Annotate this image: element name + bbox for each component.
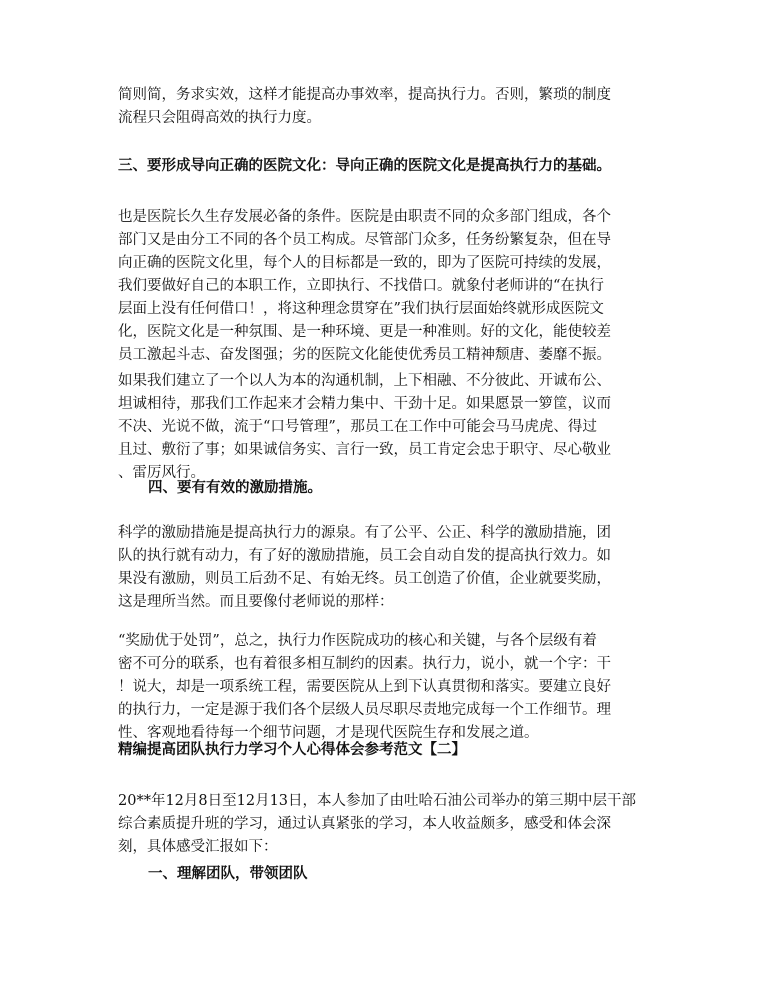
text-line: 不决、光说不做，流于“口号管理”，那员工在工作中可能会马马虎虎、得过: [118, 419, 597, 435]
paragraph-1: [118, 84, 658, 130]
heading-text: 三、要形成导向正确的医院文化：导向正确的医院文化是提高执行力的基础。: [118, 157, 611, 174]
text-line: 向正确的医院文化里，每个人的目标都是一致的，即为了医院可持续的发展，: [118, 255, 611, 271]
text-line: 简则简，务求实效，这样才能提高办事效率，提高执行力。否则，繁琐的制度: [118, 87, 611, 103]
heading-article-2: [118, 738, 658, 761]
text-line: 部门又是由分工不同的各个员工构成。尽管部门众多，任务纷繁复杂，但在导: [118, 232, 611, 248]
heading-text: 一、理解团队，带领团队: [148, 865, 308, 882]
paragraph-5: [118, 630, 658, 745]
text-line: 我们要做好自己的本职工作，立即执行、不找借口。就象付老师讲的“在执行: [118, 278, 604, 294]
paragraph-3: [118, 370, 658, 485]
text-line: 综合素质提升班的学习，通过认真紧张的学习，本人收益颇多，感受和体会深: [118, 816, 611, 832]
text-line: “奖励优于处罚”，总之，执行力作医院成功的核心和关键，与各个层级有着: [118, 633, 597, 649]
text-line: 化，医院文化是一种氛围、是一种环境、更是一种准则。好的文化，能使较差: [118, 324, 611, 340]
text-line: 层面上没有任何借口！，将这种理念贯穿在”我们执行层面始终就形成医院文: [118, 301, 604, 317]
heading-text: 精编提高团队执行力学习个人心得体会参考范文【二】: [118, 741, 466, 758]
text-line: 性、客观地看待每一个细节问题，才是现代医院生存和发展之道。: [118, 725, 539, 741]
text-line: 的执行力，一定是源于我们各个层级人员尽职尽责地完成每一个工作细节。理: [118, 702, 611, 718]
text-line: 果没有激励，则员工后劲不足、有始无终。员工创造了价值，企业就要奖励，: [118, 571, 611, 587]
paragraph-4: [118, 522, 658, 614]
text-line: 20**年12月8日至12月13日，本人参加了由吐哈石油公司举办的第三期中层干部: [118, 793, 637, 809]
heading-section-3: [118, 154, 678, 177]
text-line: 坦诚相待，那我们工作起来才会精力集中、干劲十足。如果愿景一箩筐，议而: [118, 396, 611, 412]
text-line: 如果我们建立了一个以人为本的沟通机制，上下相融、不分彼此、开诚布公、: [118, 373, 611, 389]
text-line: 且过、敷衍了事；如果诚信务实、言行一致，员工肯定会忠于职守、尽心敬业: [118, 442, 611, 458]
text-line: ！说大，却是一项系统工程，需要医院从上到下认真贯彻和落实。要建立良好: [118, 679, 611, 695]
text-line: 员工激起斗志、奋发图强；劣的医院文化能使优秀员工精神颓唐、萎靡不振。: [118, 347, 611, 363]
text-line: 、雷厉风行。: [118, 465, 205, 481]
heading-subsection-1: [148, 862, 688, 885]
paragraph-6: [118, 790, 678, 859]
text-line: 这是理所当然。而且要像付老师说的那样：: [118, 594, 394, 610]
text-line: 科学的激励措施是提高执行力的源泉。有了公平、公正、科学的激励措施，团: [118, 525, 611, 541]
heading-text: 四、要有有效的激励措施。: [148, 479, 322, 496]
text-line: 也是医院长久生存发展必备的条件。医院是由职责不同的众多部门组成，各个: [118, 209, 611, 225]
text-line: 队的执行就有动力，有了好的激励措施，员工会自动自发的提高执行效力。如: [118, 548, 611, 564]
heading-section-4: [148, 476, 688, 499]
paragraph-2: [118, 206, 658, 367]
text-line: 密不可分的联系，也有着很多相互制约的因素。执行力，说小，就一个字：干: [118, 656, 611, 672]
text-line: 流程只会阻碍高效的执行力度。: [118, 110, 321, 126]
text-line: 刻，具体感受汇报如下：: [118, 839, 278, 855]
